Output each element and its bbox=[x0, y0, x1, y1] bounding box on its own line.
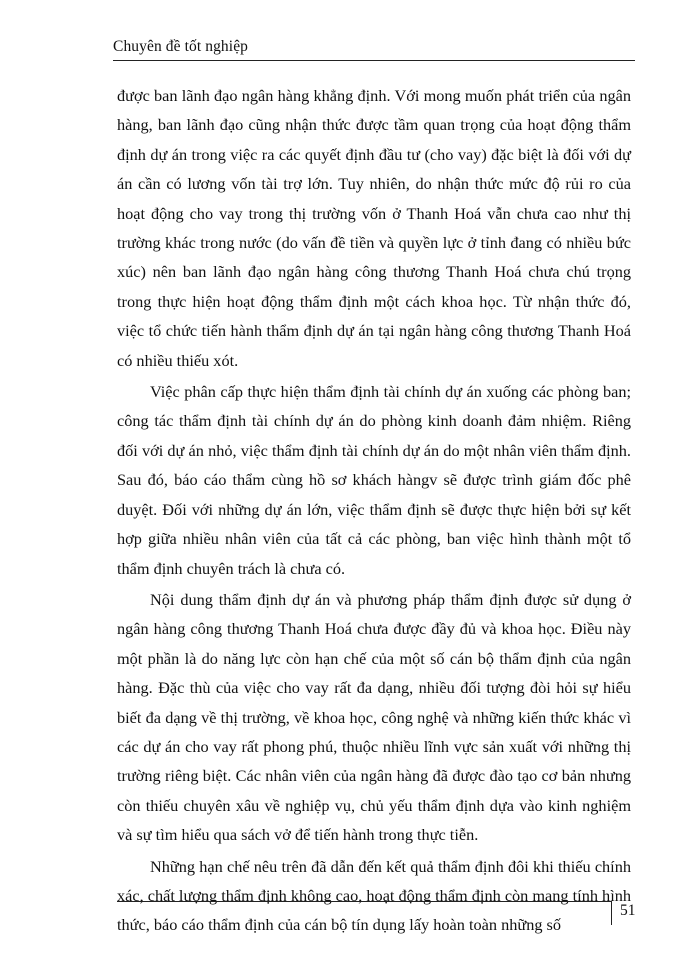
page-number: 51 bbox=[620, 902, 636, 919]
paragraph-3: Nội dung thẩm định dự án và phương pháp thẩm định được sử dụng ở ngân hàng công thương Thanh Hoá chưa được đầy đủ và khoa học. Điều này một phần là do năng lực còn hạn chế của một số cán bộ thẩm định của ngân hàng. Đặc thù của việc cho vay rất đa dạng, nhiều đối tượng đòi hỏi sự hiểu biết đa dạng về thị trường, về khoa học, công nghệ và những kiến thức khác vì các dự án cho vay rất phong phú, thuộc nhiều lĩnh vực sản xuất với những thị trường riêng biệt. Các nhân viên của ngân hàng đã được đào tạo cơ bản nhưng còn thiếu chuyên xâu về nghiệp vụ, chủ yếu thẩm định dựa vào kinh nghiệm và sự tìm hiểu qua sách vở để tiến hành trong thực tiễn. bbox=[117, 589, 631, 845]
footer-divider bbox=[611, 901, 612, 925]
header-rule bbox=[113, 60, 635, 61]
paragraph-4: Những hạn chế nêu trên đã dẫn đến kết quả thẩm định đôi khi thiếu chính xác, chất lượng thẩm định không cao, hoạt động thẩm định còn mang tính hình thức, báo cáo thẩm định của cán bộ tín dụng lấy hoàn toàn những số bbox=[117, 856, 631, 935]
document-body bbox=[117, 81, 631, 940]
footer-rule bbox=[117, 901, 611, 902]
paragraph-2: Việc phân cấp thực hiện thẩm định tài chính dự án xuống các phòng ban; công tác thẩm định tài chính dự án do phòng kinh doanh đảm nhiệm. Riêng đối với dự án nhỏ, việc thẩm định tài chính dự án do một nhân viên thẩm định. Sau đó, báo cáo thẩm cùng hồ sơ khách hàngv sẽ được trình giám đốc phê duyệt. Đối với những dự án lớn, việc thẩm định sẽ được thực hiện bởi sự kết hợp giữa nhiều nhân viên của tất cả các phòng, ban việc hình thành một tổ thẩm định chuyên trách là chưa có. bbox=[117, 382, 631, 578]
running-header: Chuyên đề tốt nghiệp bbox=[113, 38, 249, 55]
paragraph-1: được ban lãnh đạo ngân hàng khẳng định. Với mong muốn phát triển của ngân hàng, ban lãnh đạo cũng nhận thức được tầm quan trọng của hoạt động thẩm định dự án trong việc ra các quyết định đầu tư (cho vay) đặc biệt là đối với dự án cần có lương vốn tài trợ lớn. Tuy nhiên, do nhận thức mức độ rủi ro của hoạt động cho vay trong thị trường vốn ở Thanh Hoá vẫn chưa cao như thị trường khác trong nước (do vấn đề tiền và quyền lực ở tỉnh đang có nhiều bức xúc) nên ban lãnh đạo ngân hàng công thương Thanh Hoá chưa chú trọng trong thực hiện hoạt động thẩm định một cách khoa học. Từ nhận thức đó, việc tổ chức tiến hành thẩm định dự án tại ngân hàng công thương Thanh Hoá có nhiều thiếu xót. bbox=[117, 86, 631, 370]
